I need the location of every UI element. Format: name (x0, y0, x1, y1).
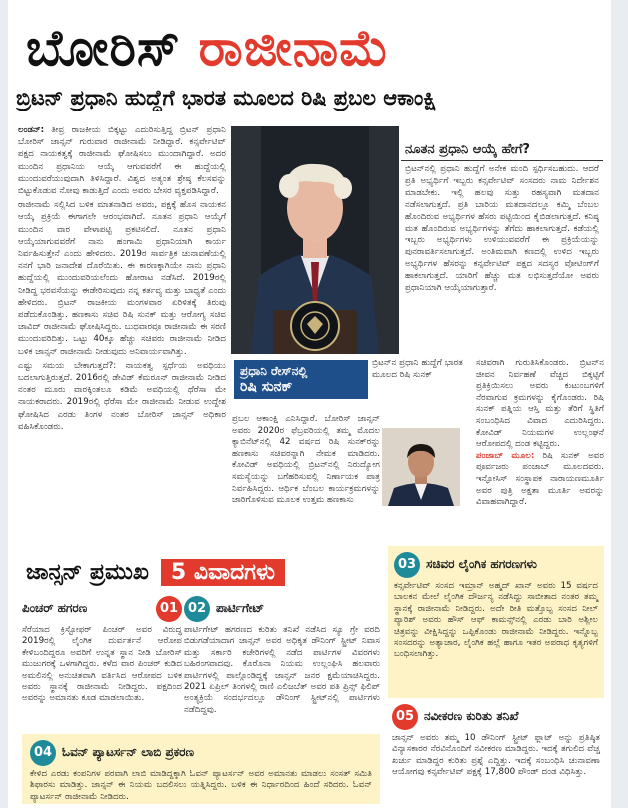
dispute-title: ಪಾರ್ಟಿಗೇಟ್ (216, 601, 265, 616)
dateline: ಲಂಡನ್: (18, 125, 45, 135)
sunak-section-label (234, 360, 368, 399)
sunak-body: ಪ್ರಬಲ ಆಕಾಂಕ್ಷಿ ಎನಿಸಿದ್ದಾರೆ. ಬೋರಿಸ್ ಜಾನ್ಸನ್ ಅವರು 2020ರ ಫೆಬ್ರವರಿಯಲ್ಲಿ ತಮ್ಮ ಮೊದಲ ಕ್ಯಾಬಿನೆಟ್‌ನಲ್ಲಿ 42 ವರ್ಷದ ರಿಷಿ ಸುನಕ್‌ರನ್ನು ಹಣಕಾಸು ಸಚಿವರನ್ನಾಗಿ ನೇಮಕ ಮಾಡಿದರು. ಕೋವಿಡ್ ಅವಧಿಯಲ್ಲಿ ಬ್ರಿಟನ್‌ನಲ್ಲಿ ನಿರುದ್ಯೋಗ ಸಮಸ್ಯೆಯನ್ನು ಬಗೆಹರಿಸುವಲ್ಲಿ ನಿರ್ಣಾಯಕ ಪಾತ್ರ ನಿರ್ವಹಿಸಿದ್ದರು. ಆರ್ಥಿಕ ಬೆಂಬಲ ಕಾರ್ಯಕ್ರಮಗಳನ್ನು ಜಾರಿಗೊಳಿಸುವ ಮೂಲಕ ಉತ್ತಮ ಹಣಕಾಸು (232, 414, 380, 506)
disputes-title-part2: 5 ವಿವಾದಗಳು (161, 559, 285, 586)
dispute-title: ಓವನ್ ಪ್ಯಾಟರ್ಸನ್ ಲಾಬಿ ಪ್ರಕರಣ (62, 745, 194, 760)
dispute-title: ನವೀಕರಣ ಕುರಿತು ತನಿಖೆ (424, 709, 519, 724)
dispute-body: ಪಾರ್ಟಿಗೇಟ್ ಹಗರಣದ ಕುರಿತು ತನಿಖೆ ನಡೆಸಿದ ಸ್ಯೂ ಗ್ರೇ ವರದಿ ಬಿಡುಗಡೆಯಾದಾಗ ಜಾನ್ಸನ್ ಅವರ ಅಧಿಕೃತ ಡೌನಿಂಗ್ ಸ್ಟ್ರೀಟ್ ನಿವಾಸ ಮತ್ತು ಸರ್ಕಾರಿ ಕಚೇರಿಗಳಲ್ಲಿ ನಡೆದ ಪಾರ್ಟಿಗಳ ವಿವರಗಳು ಬಹಿರಂಗವಾದವು. ಕೊರೊನಾ ನಿಯಮ ಉಲ್ಲಂಘಿಸಿ ಹಲವಾರು ಪಾರ್ಟಿಗಳಲ್ಲಿ ಪಾಲ್ಗೊಂಡಿದ್ದಕ್ಕೆ ಜಾನ್ಸನ್ ಜನರ ಕ್ಷಮೆಯಾಚಿಸಿದ್ದರು. 2021 ಏಪ್ರಿಲ್ ತಿಂಗಳಲ್ಲಿ ರಾಣಿ ಎಲಿಜಬೆತ್ ಅವರ ಪತಿ ಪ್ರಿನ್ಸ್ ಫಿಲಿಪ್ ಅಂತ್ಯಕ್ರಿಯೆ ಸಂದರ್ಭದಲ್ಲೂ ಡೌನಿಂಗ್ ಸ್ಟ್ರೀಟ್‌ನಲ್ಲಿ ಪಾರ್ಟಿಗಳು ನಡೆದಿದ್ದವು. (184, 625, 380, 715)
newspaper-page (8, 0, 611, 808)
dispute-body: ಜಾನ್ಸನ್ ಅವರು ತಮ್ಮ 10 ಡೌನಿಂಗ್ ಸ್ಟ್ರೀಟ್ ಫ್ಲಾಟ್ ಅನ್ನು ಪ್ರತಿಷ್ಠಿತ ವಿನ್ಯಾಸಕಾರರ ನೆರವಿನೊಂದಿಗೆ ನವೀಕರಣ ಮಾಡಿದ್ದರು. ಇದಕ್ಕೆ ತಗುಲಿದ ವೆಚ್ಚ ಖರ್ಚು ಮಾಡಿದ್ದರ ಕುರಿತು ಪ್ರಶ್ನೆ ಎದ್ದಿತ್ತು. ಇದಕ್ಕೆ ಸಂಬಂಧಿಸಿ ಚುನಾವಣಾ ಆಯೋಗವು ಕನ್ಸರ್ವೇಟಿವ್ ಪಕ್ಷಕ್ಕೆ 17,800 ಪೌಂಡ್ ದಂಡ ವಿಧಿಸಿತ್ತು. (392, 733, 600, 778)
dispute-item (388, 546, 604, 698)
dispute-number-badge: 03 (394, 552, 420, 578)
headline-part1: ಬೋರಿಸ್ (26, 18, 181, 77)
boris-johnson-photo (231, 126, 399, 354)
subheadline: ಬ್ರಿಟನ್ ಪ್ರಧಾನಿ ಹುದ್ದೆಗೆ ಭಾರತ ಮೂಲದ ರಿಷಿ ಪ್ರಬಲ ಆಕಾಂಕ್ಷಿ (16, 86, 437, 110)
dispute-number-badge: 02 (184, 596, 210, 622)
lead-paragraph-2: ರಾಜೀನಾಮೆ ಸಲ್ಲಿಸಿದ ಬಳಿಕ ಮಾತನಾಡಿದ ಅವರು, ಪಕ್ಷಕ್ಕೆ ಹೊಸ ನಾಯಕನ ಆಯ್ಕೆ ಪ್ರಕ್ರಿಯೆ ಈಗಾಗಲೇ ಆರಂಭವಾಗಿದೆ. ನೂತನ ಪ್ರಧಾನಿ ಆಯ್ಕೆಗೆ ಮುಂದಿನ ವಾರ ವೇಳಾಪಟ್ಟಿ ಪ್ರಕಟಿಸಲಿದೆ. ನೂತನ ಪ್ರಧಾನಿ ಆಯ್ಕೆಯಾಗುವವರೆಗೆ ನಾನು ಹಂಗಾಮಿ ಪ್ರಧಾನಿಯಾಗಿ ಕಾರ್ಯ ನಿರ್ವಹಿಸುತ್ತೇನೆ ಎಂದು ಹೇಳಿದರು. 2019ರ ಸಾರ್ವತ್ರಿಕ ಚುನಾವಣೆಯಲ್ಲಿ ನನಗೆ ಭಾರಿ ಜನಾದೇಶ ದೊರೆಯಿತು. ಈ ಕಾರಣಕ್ಕಾಗಿಯೇ ನಾನು ಪ್ರಧಾನಿ ಹುದ್ದೆಯಲ್ಲಿ ಮುಂದುವರಿಯಲೆಂದು ಹೋರಾಟ ನಡೆಸಿದೆ. 2019ರಲ್ಲಿ ನೀಡಿದ್ದ ಭರವಸೆಯನ್ನು ಈಡೇರಿಸುವುದು ನನ್ನ ಕರ್ತವ್ಯ ಮತ್ತು ಬಾಧ್ಯತೆ ಎಂದು ಹೇಳಿದರು. ಬ್ರಿಟನ್ ರಾಜಕೀಯ ಮಂಗಳವಾರ ಏರಿಳಿತಕ್ಕೆ ತಿರುವು ಪಡೆದುಕೊಂಡಿತ್ತು. ಹಣಕಾಸು ಸಚಿವ ರಿಷಿ ಸುನಕ್ ಮತ್ತು ಆರೋಗ್ಯ ಸಚಿವ ಜಾವಿದ್ ರಾಜೀನಾಮೆ ಘೋಷಿಸಿದ್ದರು. ಬುಧವಾರವೂ ರಾಜೀನಾಮೆ ಈ ಸರಣಿ ಮುಂದುವರಿದಿತ್ತು. ಒಟ್ಟು 40ಕ್ಕೂ ಹೆಚ್ಚು ಸಚಿವರು ರಾಜೀನಾಮೆ ನೀಡಿದ ಬಳಿಕ ಜಾನ್ಸನ್ ರಾಜೀನಾಮೆ ನೀಡುವುದು ಅನಿವಾರ್ಯವಾಗಿತ್ತು. (18, 200, 226, 357)
sunak-right-column (476, 358, 604, 546)
headline-part2: ರಾಜೀನಾಮೆ (198, 18, 390, 77)
dispute-item (22, 734, 380, 804)
disputes-title-part1: ಜಾನ್ಸನ್ ಪ್ರಮುಖ (26, 559, 149, 585)
pm-selection-box (401, 140, 603, 372)
dispute-title: ಪಿಂಚರ್ ಹಗರಣ (22, 601, 88, 616)
disputes-section-title (26, 554, 378, 590)
dispute-number-badge: 01 (156, 596, 182, 622)
lead-paragraph-3: ಎಷ್ಟು ಸಮಯ ಬೇಕಾಗುತ್ತದೆ?: ನಾಯಕತ್ವ ಸ್ಪರ್ಧೆಯ ಅವಧಿಯು ಬದಲಾಗುತ್ತಿರುತ್ತದೆ. 2016ರಲ್ಲಿ ಡೇವಿಡ್ ಕೆಮರೂನ್ ರಾಜೀನಾಮೆ ನೀಡಿದ ನಂತರ ಮೂರು ವಾರಕ್ಕಿಂತಲೂ ಕಡಿಮೆ ಅವಧಿಯಲ್ಲಿ ಥೆರೆಸಾ ಮೇ ನಾಯಕರಾದರು. 2019ರಲ್ಲಿ ಥೆರೆಸಾ ಮೇ ರಾಜೀನಾಮೆ ನೀಡುವ ಉದ್ದೇಶ ಘೋಷಿಸಿದ ಎರಡು ತಿಂಗಳ ನಂತರ ಬೋರಿಸ್ ಜಾನ್ಸನ್ ಅಧಿಕಾರ ವಹಿಸಿಕೊಂಡರು. (18, 360, 226, 432)
dispute-item (388, 702, 604, 804)
dispute-body: ಕನ್ಸರ್ವೇಟಿವ್ ಸಂಸದ ಇಮ್ರಾನ್ ಅಹ್ಮದ್ ಖಾನ್ ಅವರು 15 ವರ್ಷದ ಬಾಲಕನ ಮೇಲೆ ಲೈಂಗಿಕ ದೌರ್ಜನ್ಯ ನಡೆಸಿದ್ದು ಸಾಬೀತಾದ ನಂತರ ತಮ್ಮ ಸ್ಥಾನಕ್ಕೆ ರಾಜೀನಾಮೆ ನೀಡಿದ್ದರು. ಅದೇ ರೀತಿ ಮತ್ತೊಬ್ಬ ಸಂಸದ ನೀಲ್ ಪ್ಯಾರಿಶ್ ಅವರು ಹೌಸ್ ಆಫ್ ಕಾಮನ್ಸ್‌ನಲ್ಲಿ ಎರಡು ಬಾರಿ ಅಶ್ಲೀಲ ಚಿತ್ರವನ್ನು ವೀಕ್ಷಿಸಿದ್ದನ್ನು ಒಪ್ಪಿಕೊಂಡು ರಾಜೀನಾಮೆ ನೀಡಿದ್ದರು. ಇನ್ನೊಬ್ಬ ಸಂಸದರನ್ನು ಅತ್ಯಾಚಾರ, ಲೈಂಗಿಕ ಹಲ್ಲೆ ಹಾಗೂ ಇತರ ಅಪರಾಧ ಕೃತ್ಯಗಳಿಗೆ ಬಂಧಿಸಲಾಗಿತ್ತು. (394, 581, 598, 660)
sunak-right-text: ಸಚಿವರಾಗಿ ಗುರುತಿಸಿಕೊಂಡರು. ಬ್ರಿಟನ್‌ನ ಜೀವನ ನಿರ್ವಹಣೆ ವೆಚ್ಚದ ಬಿಕ್ಕಟ್ಟಿಗೆ ಪ್ರತಿಕ್ರಿಯಿಸಲು ಅವರು ಕುಟುಂಬಗಳಿಗೆ ನೆರವಾಗುವ ಕ್ರಮಗಳನ್ನು ಕೈಗೊಂಡರು. ರಿಷಿ ಸುನಕ್ ಪತ್ನಿಯ ಆಸ್ತಿ ಮತ್ತು ತೆರಿಗೆ ಸ್ಥಿತಿಗೆ ಸಂಬಂಧಿಸಿದ ವಿವಾದ ಎದುರಿಸಿದ್ದರು. ಕೋವಿಡ್ ನಿಯಮಗಳ ಉಲ್ಲಂಘನೆ ಆರೋಪದಲ್ಲಿ ದಂಡ ಕಟ್ಟಿದ್ದರು. (476, 358, 604, 450)
sunak-intro: ಬ್ರಿಟನ್‌ನ ಪ್ರಧಾನಿ ಹುದ್ದೆಗೆ ಭಾರತ ಮೂಲದ ರಿಷಿ ಸುನಕ್ (372, 358, 463, 380)
dispute-body: ಸೆರೆಯಾದ ಕ್ರಿಸ್ಟೋಫರ್ ಪಿಂಚರ್ ಅವರ ವಿರುದ್ಧ 2019ರಲ್ಲಿ ಲೈಂಗಿಕ ದುರ್ವರ್ತನೆ ಆರೋಪ ಕೇಳಿಬಂದಿದ್ದರೂ ಅವರಿಗೆ ಉನ್ನತ ಸ್ಥಾನ ನೀಡಿ ಬೋರಿಸ್ ಮುಜುಗರಕ್ಕೆ ಒಳಗಾಗಿದ್ದರು. ಕಳೆದ ವಾರ ಪಿಂಚರ್ ಕುಡಿದ ಅಮಲಿನಲ್ಲಿ ಅನುಚಿತವಾಗಿ ವರ್ತಿಸಿದ ಆರೋಪದ ಬಳಿಕ ಅವರು ಸ್ಥಾನಕ್ಕೆ ರಾಜೀನಾಮೆ ನೀಡಿದ್ದರು. ಪಕ್ಷದಿಂದ ಅವರನ್ನು ಅಮಾನತು ಕೂಡ ಮಾಡಲಾಯಿತು. (22, 625, 182, 704)
pm-selection-body: ಬ್ರಿಟನ್‌ನಲ್ಲಿ ಪ್ರಧಾನಿ ಹುದ್ದೆಗೆ ಅನೇಕ ಮಂದಿ ಸ್ಪರ್ಧಿಸಬಹುದು. ಆದರೆ ಪ್ರತಿ ಅಭ್ಯರ್ಥಿಗೆ ಇಬ್ಬರು ಕನ್ಸರ್ವೇಟಿವ್ ಸಂಸದರು ನಾಮ ನಿರ್ದೇಶನ ಮಾಡಬೇಕು. ಇಲ್ಲಿ ಹಲವು ಸುತ್ತು ರಹಸ್ಯವಾಗಿ ಮತದಾನ ನಡೆಸಲಾಗುತ್ತದೆ. ಪ್ರತಿ ಬಾರಿಯ ಮತದಾನದಲ್ಲೂ ಕಮ್ಮಿ ಬೆಂಬಲ ಹೊಂದಿರುವ ಅಭ್ಯರ್ಥಿಗಳ ಹೆಸರು ಪಟ್ಟಿಯಿಂದ ಕೈಬಿಡಲಾಗುತ್ತದೆ. ಕನಿಷ್ಠ ಮತ ಹೊಂದಿರುವ ಅಭ್ಯರ್ಥಿಗಳನ್ನು ತೆಗೆದು ಹಾಕಲಾಗುತ್ತದೆ. ಕಡೆಯಲ್ಲಿ ಇಬ್ಬರು ಅಭ್ಯರ್ಥಿಗಳು ಉಳಿಯುವವರೆಗೆ ಈ ಪ್ರಕ್ರಿಯೆಯನ್ನು ಪುನರಾವರ್ತಿಸಲಾಗುತ್ತದೆ. ಅಂತಿಮವಾಗಿ ಕಣದಲ್ಲಿ ಉಳಿದ ಇಬ್ಬರು ಅಭ್ಯರ್ಥಿಗಳ ಹೆಸರನ್ನು ಕನ್ಸರ್ವೇಟಿವ್ ಪಕ್ಷದ ಸದಸ್ಯರ ವೋಟಿಂಗ್‌ಗೆ ಹಾಕಲಾಗುತ್ತದೆ. ಯಾರಿಗೆ ಹೆಚ್ಚು ಮತ ಲಭಿಸುತ್ತದೆಯೋ ಅವರು ಪ್ರಧಾನಿಯಾಗಿ ಆಯ್ಕೆಯಾಗುತ್ತಾರೆ. (405, 164, 599, 294)
headline (26, 12, 596, 84)
sunak-family-label: ಪಂಜಾಬ್ ಮೂಲ: (476, 450, 535, 461)
dispute-number-badge: 04 (30, 740, 56, 766)
dispute-body: ಕೇಳಿದ ಎರಡು ಕಂಪನಿಗಳ ಪರವಾಗಿ ಲಾಬಿ ಮಾಡಿದ್ದಕ್ಕಾಗಿ ಓವನ್ ಪ್ಯಾಟರ್ಸನ್ ಅವರ ಅಮಾನತು ಮಾಡಲು ಸಂಸತ್ ಸಮಿತಿ ಶಿಫಾರಸು ಮಾಡಿತ್ತು. ಜಾನ್ಸನ್ ಈ ನಿಯಮ ಬದಲಿಸಲು ಯತ್ನಿಸಿದ್ದರು. ಬಳಿಕ ಈ ನಿರ್ಧಾರದಿಂದ ಹಿಂದೆ ಸರಿದರು. ಓವನ್ ಪ್ಯಾಟರ್ಸನ್ ರಾಜೀನಾಮೆ ನೀಡಿದರು. (30, 769, 372, 802)
sunak-label-line1: ಪ್ರಧಾನಿ ರೇಸ್‌ನಲ್ಲಿ (240, 364, 308, 378)
sunak-label-line2: ರಿಷಿ ಸುನಕ್ (240, 379, 293, 395)
lead-paragraph-1: ತೀವ್ರ ರಾಜಕೀಯ ಬಿಕ್ಕಟ್ಟು ಎದುರಿಸುತ್ತಿದ್ದ ಬ್ರಿಟನ್ ಪ್ರಧಾನಿ ಬೋರಿಸ್ ಜಾನ್ಸನ್ ಗುರುವಾರ ರಾಜೀನಾಮೆ ನೀಡಿದ್ದಾರೆ. ಕನ್ಸರ್ವೇಟಿವ್ ಪಕ್ಷದ ನಾಯಕತ್ವಕ್ಕೆ ರಾಜೀನಾಮೆ ಘೋಷಿಸಲು ಮುಂದಾಗಿದ್ದಾರೆ. ಅದರ ಮುಂದಿನ ಪ್ರಧಾನಿಯ ಆಯ್ಕೆ ಆಗುವವರೆಗೆ ಈ ಹುದ್ದೆಯಲ್ಲಿ ಮುಂದುವರೆಯುವುದಾಗಿ ತಿಳಿಸಿದ್ದಾರೆ. ವಿಶ್ವದ ಅತ್ಯಂತ ಶ್ರೇಷ್ಠ ಕೆಲಸವನ್ನು ಬಿಟ್ಟುಕೊಡುವ ನೋವು ಕಾಡುತ್ತಿದೆ ಎಂದು ಅವರು ಬೇಸರ ವ್ಯಕ್ತಪಡಿಸಿದ್ದಾರೆ. (18, 125, 226, 197)
dispute-item (22, 596, 182, 728)
pm-selection-question: ನೂತನ ಪ್ರಧಾನಿ ಆಯ್ಕೆ ಹೇಗೆ? (401, 140, 603, 161)
dispute-title: ಸಚಿವರ ಲೈಂಗಿಕ ಹಗರಣಗಳು (426, 557, 537, 572)
dispute-item (184, 596, 380, 728)
lead-article (18, 124, 226, 546)
sunak-family-text: ರಿಷಿ ಸುನಕ್ ಅವರ ಪೂರ್ವಜರು ಪಂಜಾಬ್ ಮೂಲದವರು. ಇನ್ಫೋಸಿಸ್ ಸಂಸ್ಥಾಪಕ ನಾರಾಯಣಮೂರ್ತಿ ಅವರ ಪುತ್ರಿ ಅಕ್ಷತಾ ಮೂರ್ತಿ ಅವರನ್ನು ವಿವಾಹವಾಗಿದ್ದಾರೆ. (476, 450, 604, 508)
rishi-sunak-photo (382, 428, 460, 506)
dispute-number-badge: 05 (392, 704, 418, 730)
